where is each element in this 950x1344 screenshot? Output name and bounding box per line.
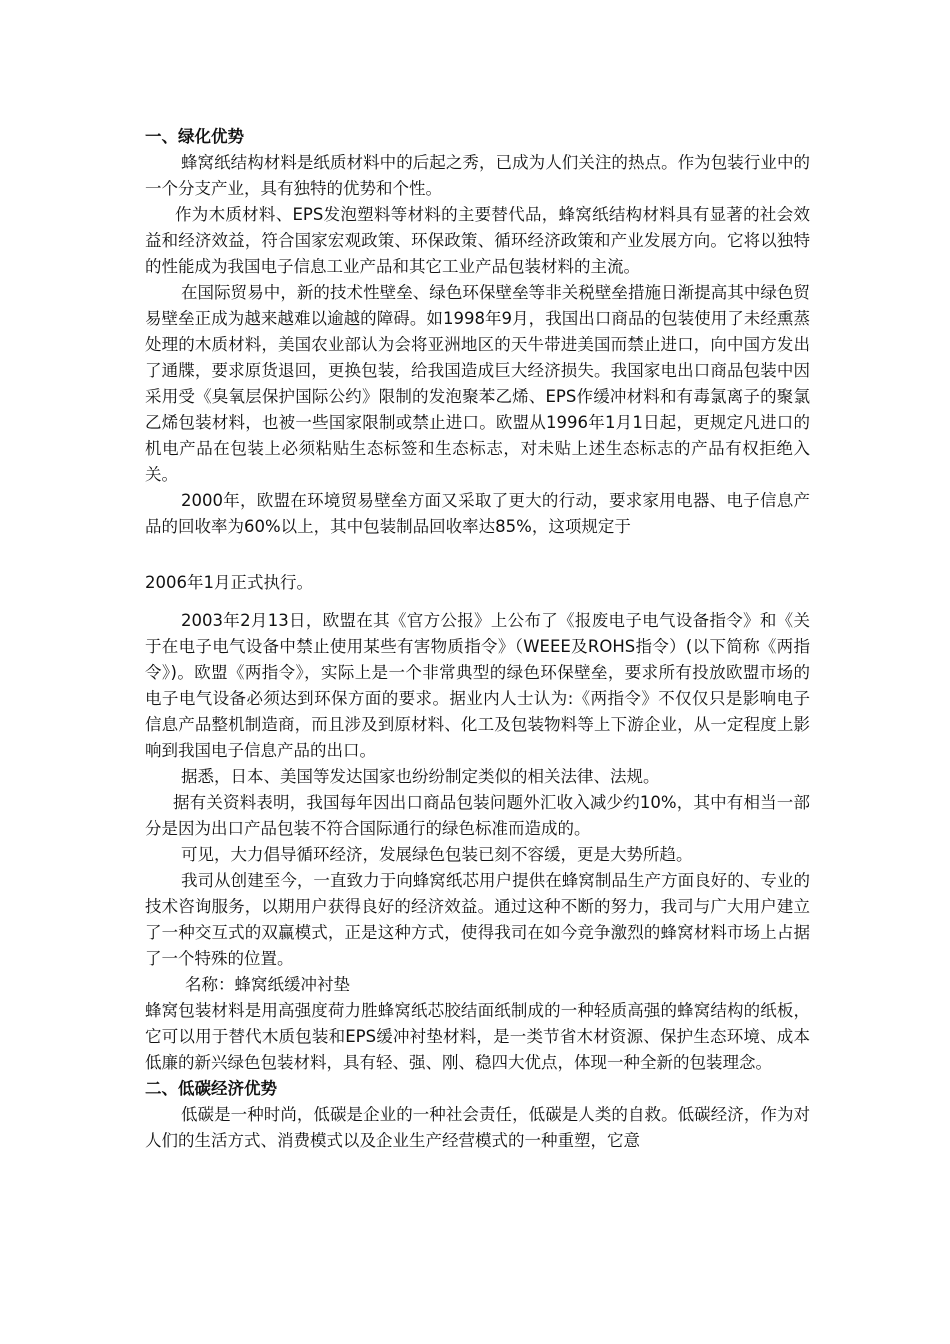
paragraph: 2006年1月正式执行。 [145,573,313,592]
paragraph: 可见，大力倡导循环经济，发展绿色包装已刻不容缓，更是大势所趋。 [181,845,693,864]
document-body [145,124,810,1154]
paragraph: 我司从创建至今，一直致力于向蜂窝纸芯用户提供在蜂窝制品生产方面良好的、专业的技术咨询服务，以期用户获得良好的经济效益。通过这种不断的努力，我司与广大用户建立了一种交互式的双赢模式，正是这种方式，使得我司在如今竞争激烈的蜂窝材料市场上占据了一个特殊的位置。 [145,871,810,968]
paragraph: 2003年2月13日，欧盟在其《官方公报》上公布了《报废电子电气设备指令》和《关于在电子电气设备中禁止使用某些有害物质指令》（WEEE及ROHS指令）(以下简称《两指令》)。欧盟《两指令》，实际上是一个非常典型的绿色环保壁垒，要求所有投放欧盟市场的电子电气设备必须达到环保方面的要求。据业内人士认为:《两指令》不仅仅只是影响电子信息产品整机制造商，而且涉及到原材料、化工及包装物料等上下游企业，从一定程度上影响到我国电子信息产品的出口。 [145,611,810,760]
paragraph: 据悉，日本、美国等发达国家也纷纷制定类似的相关法律、法规。 [181,767,660,786]
paragraph: 蜂窝纸结构材料是纸质材料中的后起之秀，已成为人们关注的热点。作为包装行业中的一个分支产业，具有独特的优势和个性。 [145,153,810,198]
product-name-line: 名称：蜂窝纸缓冲衬垫 [185,975,350,994]
section-heading: 一、绿化优势 [145,127,244,146]
section-heading: 二、低碳经济优势 [145,1079,277,1098]
paragraph: 低碳是一种时尚，低碳是企业的一种社会责任，低碳是人类的自救。低碳经济，作为对人们的生活方式、消费模式以及企业生产经营模式的一种重塑，它意 [145,1105,810,1150]
paragraph: 据有关资料表明，我国每年因出口商品包装问题外汇收入减少约10%，其中有相当一部分是因为出口产品包装不符合国际通行的绿色标准而造成的。 [145,793,810,838]
paragraph: 2000年，欧盟在环境贸易壁垒方面又采取了更大的行动，要求家用电器、电子信息产品的回收率为60%以上，其中包装制品回收率达85%，这项规定于 [145,491,810,536]
paragraph: 作为木质材料、EPS发泡塑料等材料的主要替代品，蜂窝纸结构材料具有显著的社会效益和经济效益，符合国家宏观政策、环保政策、循环经济政策和产业发展方向。它将以独特的性能成为我国电子信息工业产品和其它工业产品包装材料的主流。 [145,205,810,276]
paragraph: 蜂窝包装材料是用高强度荷力胜蜂窝纸芯胶结面纸制成的一种轻质高强的蜂窝结构的纸板，它可以用于替代木质包装和EPS缓冲衬垫材料，是一类节省木材资源、保护生态环境、成本低廉的新兴绿色包装材料，具有轻、强、刚、稳四大优点，体现一种全新的包装理念。 [145,1001,810,1072]
paragraph: 在国际贸易中，新的技术性壁垒、绿色环保壁垒等非关税壁垒措施日渐提高其中绿色贸易壁垒正成为越来越难以逾越的障碍。如1998年9月，我国出口商品的包装使用了未经熏蒸处理的木质材料，美国农业部认为会将亚洲地区的天牛带进美国而禁止进口，向中国方发出了通牒，要求原货退回，更换包装，给我国造成巨大经济损失。我国家电出口商品包装中因采用受《臭氧层保护国际公约》限制的发泡聚苯乙烯、EPS作缓冲材料和有毒氯离子的聚氯乙烯包装材料，也被一些国家限制或禁止进口。欧盟从1996年1月1日起，更规定凡进口的机电产品在包装上必须粘贴生态标签和生态标志，对未贴上述生态标志的产品有权拒绝入关。 [145,283,810,484]
